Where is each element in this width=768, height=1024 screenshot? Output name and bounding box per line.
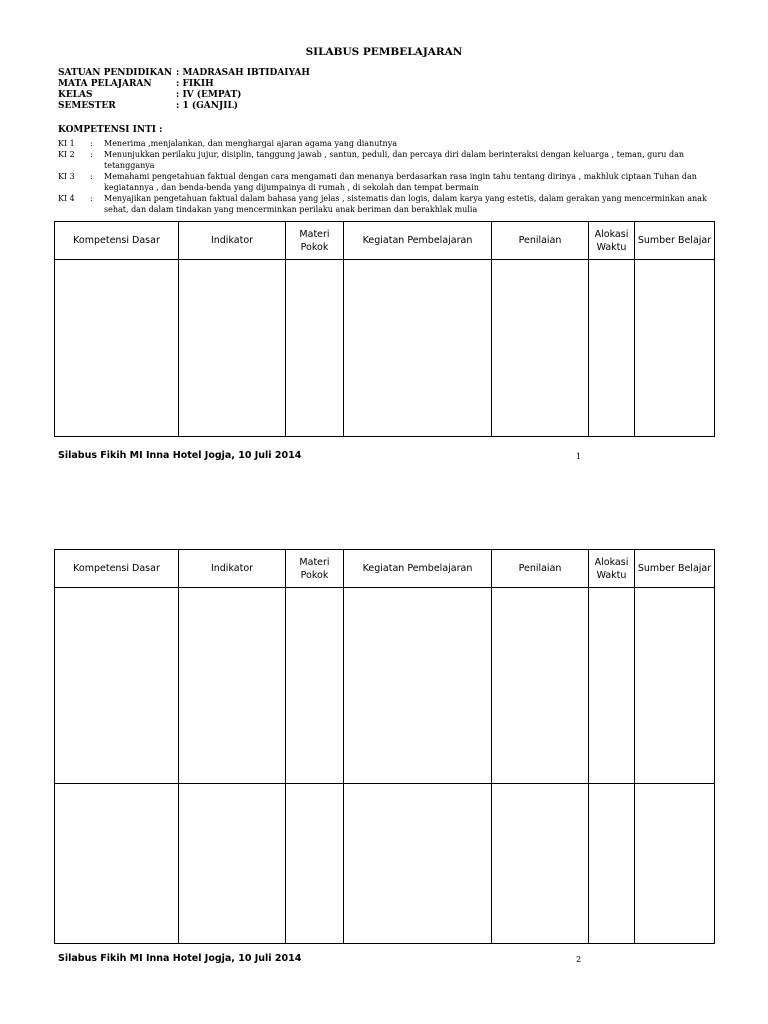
ki-code: KI 1 (58, 139, 75, 148)
header-alokasi: Alokasi Waktu (589, 222, 635, 260)
meta-key: SATUAN PENDIDIKAN (58, 68, 173, 78)
header-indikator: Indikator (179, 550, 286, 588)
page-footer: Silabus Fikih MI Inna Hotel Jogja, 10 Juli 2014 (58, 953, 302, 964)
meta-value: : FIKIH (176, 79, 214, 89)
ki-text: Menyajikan pengetahuan faktual dalam bahasa yang jelas , sistematis dan logis, dalam karya yang estetis, dalam gerakan yang mencerminkan anak sehat, dan dalam tindakan yang mencerminkan perilaku anak beriman dan berakhlak mulia (104, 194, 707, 214)
table-row (55, 260, 715, 437)
ki-list (58, 138, 718, 215)
kd-cell (55, 784, 179, 944)
ki-item: KI 1 : Menerima ,menjalankan, dan menghargai ajaran agama yang dianutnya (58, 138, 718, 149)
materi-cell (286, 784, 344, 944)
meta-row (58, 79, 310, 90)
header-alokasi: Alokasi Waktu (589, 550, 635, 588)
indikator-cell (179, 588, 286, 784)
kegiatan-cell (344, 784, 492, 944)
penilaian-cell (492, 784, 589, 944)
sumber-cell (635, 784, 715, 944)
ki-code: KI 3 (58, 172, 75, 181)
ki-code: KI 4 (58, 194, 75, 203)
syllabus-table-page-1 (54, 221, 715, 437)
page-number: 1 (576, 452, 582, 461)
table-row (55, 784, 715, 944)
syllabus-table-page-2 (54, 549, 715, 944)
sumber-cell (635, 260, 715, 437)
alokasi-cell (589, 588, 635, 784)
header-sumber: Sumber Belajar (635, 550, 715, 588)
alokasi-cell (589, 260, 635, 437)
penilaian-cell (492, 260, 589, 437)
header-indikator: Indikator (179, 222, 286, 260)
meta-value: : 1 (GANJIL) (176, 101, 239, 111)
table-row (55, 588, 715, 784)
header-materi-pokok: Materi Pokok (286, 222, 344, 260)
alokasi-cell (589, 784, 635, 944)
kd-cell (55, 260, 179, 437)
ki-code: KI 2 (58, 150, 75, 159)
sumber-cell (635, 588, 715, 784)
penilaian-cell (492, 588, 589, 784)
document-title: SILABUS PEMBELAJARAN (305, 46, 463, 58)
ki-item: KI 2 : Menunjukkan perilaku jujur, disiplin, tanggung jawab , santun, peduli, dan percaya diri dalam berinteraksi dengan keluarga , teman, guru dan tetangganya (58, 149, 718, 171)
header-materi-pokok: Materi Pokok (286, 550, 344, 588)
materi-cell (286, 588, 344, 784)
meta-row (58, 90, 310, 101)
indikator-cell (179, 260, 286, 437)
header-kegiatan: Kegiatan Pembelajaran (344, 550, 492, 588)
kd-cell (55, 588, 179, 784)
header-sumber: Sumber Belajar (635, 222, 715, 260)
header-kegiatan: Kegiatan Pembelajaran (344, 222, 492, 260)
page-number: 2 (576, 955, 582, 964)
ki-text: Menunjukkan perilaku jujur, disiplin, tanggung jawab , santun, peduli, dan percaya diri dalam berinteraksi dengan keluarga , teman, guru dan tetangganya (104, 150, 684, 170)
materi-cell (286, 260, 344, 437)
page-footer: Silabus Fikih MI Inna Hotel Jogja, 10 Juli 2014 (58, 450, 302, 461)
table-header-row (55, 222, 715, 260)
ki-text: Memahami pengetahuan faktual dengan cara mengamati dan menanya berdasarkan rasa ingin tahu tentang dirinya , makhluk ciptaan Tuhan dan kegiatannya , dan benda-benda yang dijumpainya di rumah , di sekolah dan tempat bermain (104, 172, 697, 192)
meta-row (58, 68, 310, 79)
ki-item: KI 3 : Memahami pengetahuan faktual dengan cara mengamati dan menanya berdasarkan rasa ingin tahu tentang dirinya , makhluk ciptaan Tuhan dan kegiatannya , dan benda-benda yang dijumpainya di rumah , di sekolah dan tempat bermain (58, 171, 718, 193)
header-penilaian: Penilaian (492, 550, 589, 588)
kegiatan-cell (344, 260, 492, 437)
indikator-cell (179, 784, 286, 944)
ki-heading: KOMPETENSI INTI : (58, 125, 163, 135)
meta-value: : IV (EMPAT) (176, 90, 242, 100)
meta-key: KELAS (58, 90, 93, 100)
meta-key: SEMESTER (58, 101, 116, 111)
document-meta (58, 68, 310, 112)
kegiatan-cell (344, 588, 492, 784)
meta-value: : MADRASAH IBTIDAIYAH (176, 68, 310, 78)
ki-text: Menerima ,menjalankan, dan menghargai ajaran agama yang dianutnya (104, 139, 397, 148)
meta-row (58, 101, 310, 112)
table-header-row (55, 550, 715, 588)
header-kompetensi-dasar: Kompetensi Dasar (55, 222, 179, 260)
header-kompetensi-dasar: Kompetensi Dasar (55, 550, 179, 588)
ki-item: KI 4 : Menyajikan pengetahuan faktual dalam bahasa yang jelas , sistematis dan logis, dalam karya yang estetis, dalam gerakan yang mencerminkan anak sehat, dan dalam tindakan yang mencerminkan perilaku anak beriman dan berakhlak mulia (58, 193, 718, 215)
header-penilaian: Penilaian (492, 222, 589, 260)
meta-key: MATA PELAJARAN (58, 79, 152, 89)
